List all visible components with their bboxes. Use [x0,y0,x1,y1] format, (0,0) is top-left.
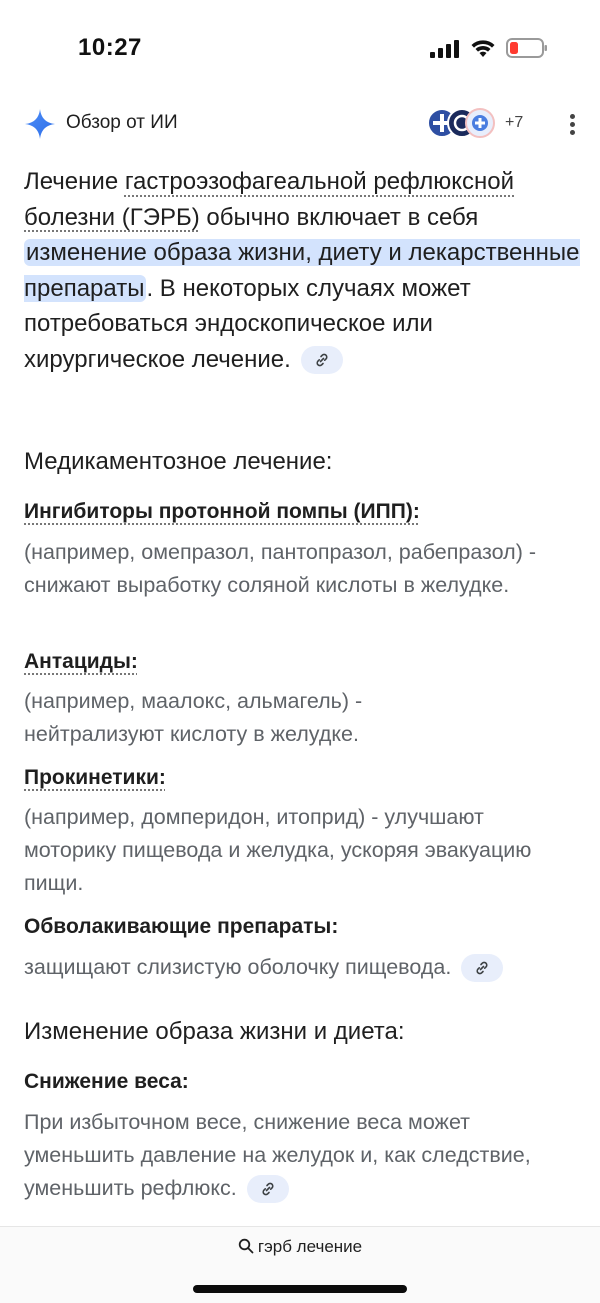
link-icon [314,352,330,368]
sources-more-count[interactable]: +7 [505,114,524,131]
prokinetics-text: (например, домперидон, итоприд) - улучшают моторику пищевода и желудка, ускоряя эвакуацию пищи. [24,805,532,895]
intro-term-link[interactable]: гастроэзофагеальной рефлюксной болезни (ГЭРБ) [24,168,515,231]
weight-loss-text: При избыточном весе, снижение веса может уменьшить давление на желудок и, как следствие, уменьшить рефлюкс. [24,1110,531,1200]
citation-link-chip[interactable] [301,346,343,374]
search-icon [238,1238,254,1254]
weight-loss-title: Снижение веса: [24,1070,189,1093]
ai-overview-content [24,164,580,1200]
gemini-sparkle-icon [24,108,56,140]
citation-link-chip[interactable] [461,954,503,982]
sources-stack[interactable] [427,106,537,142]
source-favicon-3[interactable] [465,108,495,138]
bottom-search-query[interactable] [0,1237,600,1257]
intro-paragraph [24,164,580,377]
bottom-search-bar[interactable] [0,1226,600,1303]
lifestyle-heading: Изменение образа жизни и диета: [24,1018,405,1045]
intro-highlight[interactable]: изменение образа жизни, диету и лекарственные препараты [24,239,580,302]
intro-text-2: обычно включает в себя [199,203,479,231]
link-icon [260,1181,276,1197]
wifi-icon [470,38,496,58]
battery-low-icon [506,38,548,58]
coating-agents-row [24,951,580,984]
antacids-title[interactable]: Антациды: [24,650,138,673]
status-time: 10:27 [78,34,142,61]
cellular-signal-icon [430,40,460,58]
prokinetics-title[interactable]: Прокинетики: [24,766,166,789]
ai-overview-title: Обзор от ИИ [66,112,178,133]
coating-agents-text: защищают слизистую оболочку пищевода. [24,955,452,979]
status-bar [0,0,600,96]
weight-loss-row [24,1106,564,1205]
ai-overview-header [24,106,576,142]
more-options-icon[interactable] [568,114,576,136]
coating-agents-title: Обволакивающие препараты: [24,915,339,938]
medication-heading: Медикаментозное лечение: [24,448,333,475]
antacids-text: (например, маалокс, альмагель) - нейтрализуют кислоту в желудке. [24,689,363,746]
intro-text-1: Лечение [24,168,125,195]
ppi-text: (например, омепразол, пантопразол, рабепразол) - снижают выработку соляной кислоты в желудке. [24,540,536,597]
link-icon [474,960,490,976]
search-query-text: гэрб лечение [257,1237,363,1256]
home-indicator[interactable] [193,1285,407,1293]
ppi-title[interactable]: Ингибиторы протонной помпы (ИПП): [24,500,420,523]
citation-link-chip[interactable] [247,1175,289,1203]
intro-text-3: . В некоторых случаях может потребоваться эндоскопическое или хирургическое лечение. [24,274,471,373]
